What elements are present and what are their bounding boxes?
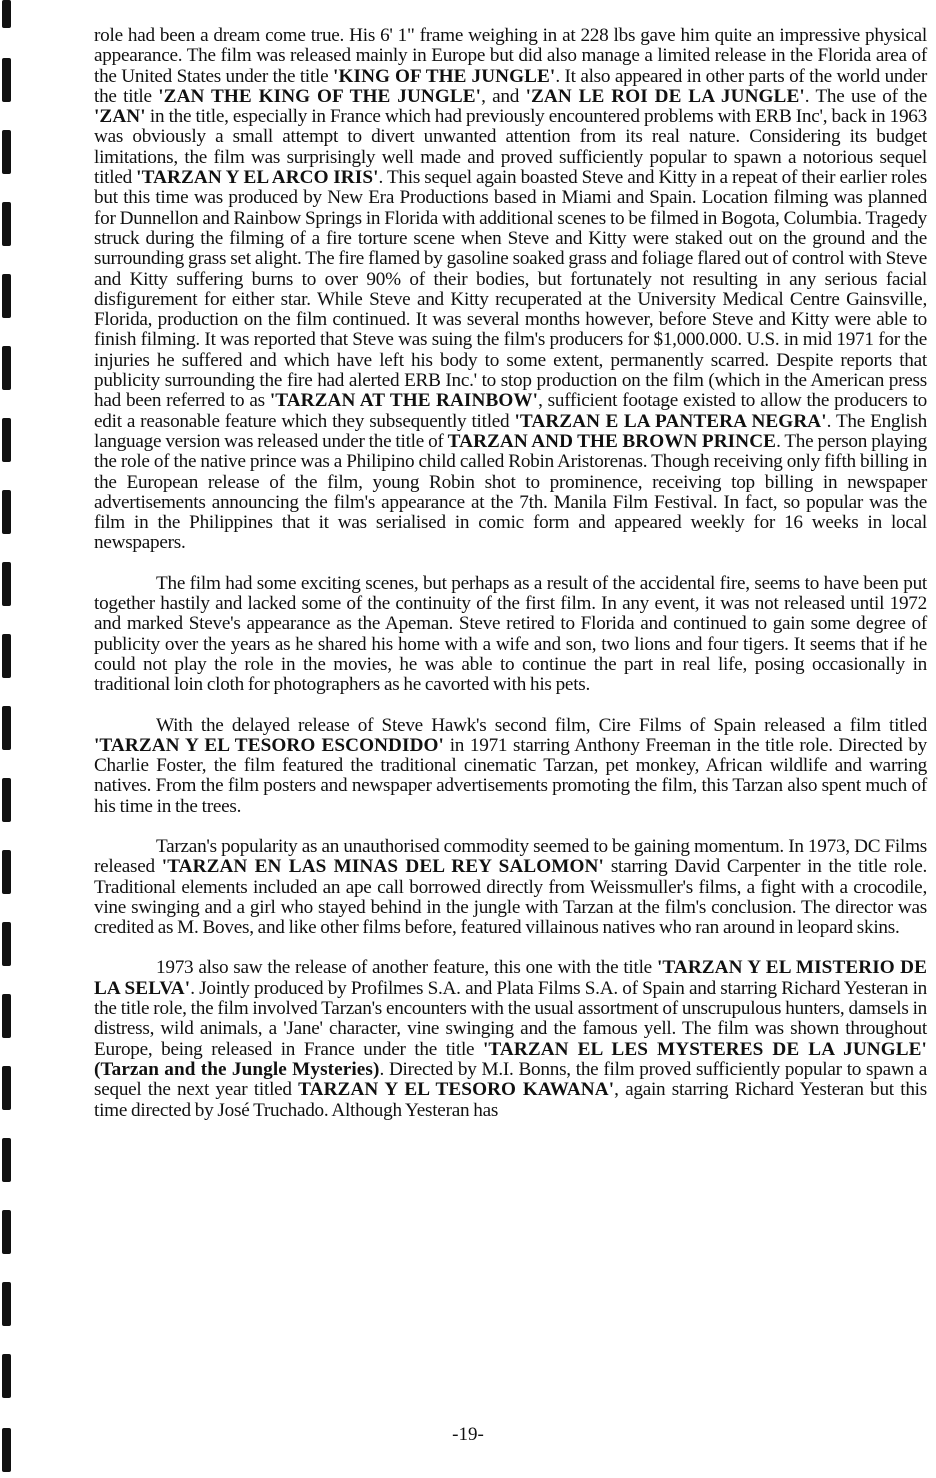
binding-holes: [0, 0, 22, 1478]
body-text: . Jointly produced by Profilmes S.A. and Plata Films S.A. of Spain and starring Richard Yesteran in the title role, the film involved Tarzan's encounters with the usual assortment of unscrupulous hunters, damsels in distress, wild animals, a 'Jane' character, vine swinging and the famous yell. The film was shown throughout Europe, being released in France under the title: [94, 977, 928, 1060]
binding-hole: [2, 922, 11, 966]
binding-hole: [2, 58, 11, 102]
paragraph: [94, 716, 927, 817]
binding-hole: [2, 274, 11, 318]
binding-hole: [2, 562, 11, 606]
body-text: in the title, especially in France which had previously encountered problems with ERB Inc', back in 1963 was obviously a small attempt to divert unwanted attention from its real nature. Considering its budget limitations, the film was surprisingly well made and proved sufficiently popular to spawn a notorious sequel titled: [94, 106, 927, 189]
body-text: With the delayed release of Steve Hawk's second film, Cire Films of Spain released a film titled: [156, 714, 927, 736]
body-text: role had been a dream come true. His 6' 1" frame weighing in at 228 lbs gave him quite an impressive physical appearance. The film was released mainly in Europe but did also manage a limited release in the Florida area of the United States under the title: [94, 25, 927, 87]
bold-title-text: 'KING OF THE JUNGLE': [333, 65, 556, 87]
page-body: [94, 26, 927, 1121]
binding-hole: [2, 130, 11, 174]
binding-hole: [2, 1138, 11, 1182]
bold-title-text: TARZAN AND THE BROWN PRINCE: [447, 430, 777, 452]
body-text: in 1971 starring Anthony Freeman in the title role. Directed by Charlie Foster, the film featured the traditional cinematic Tarzan, pet monkey, African wildlife and warring natives. From the film posters and newspaper advertisements promoting the film, this Tarzan also spent much of his time in the trees.: [94, 734, 928, 817]
body-text: Tarzan's popularity as an unauthorised commodity seemed to be gaining momentum. In 1973, DC Films released: [94, 835, 927, 878]
binding-hole: [2, 778, 11, 822]
bold-title-text: 'TARZAN EN LAS MINAS DEL REY SALOMON': [161, 856, 604, 878]
body-text: , again starring Richard Yesteran but this time directed by José Truchado. Although Yesteran has: [94, 1079, 927, 1121]
binding-hole: [2, 994, 11, 1038]
bold-title-text: 'ZAN': [94, 106, 146, 128]
binding-hole: [2, 1282, 11, 1326]
binding-hole: [2, 1354, 11, 1398]
binding-hole: [2, 0, 11, 28]
paragraph: [94, 958, 927, 1120]
body-text: starring David Carpenter in the title role. Traditional elements included an ape call borrowed directly from Weissmuller's films, a fight with a crocodile, vine swinging and a girl who stayed behind in the jungle with Tarzan at the film's conclusion. The director was credited as M. Boves, and like other films before, featured villainous natives who ran around in leopard skins.: [94, 856, 928, 939]
binding-hole: [2, 1210, 11, 1254]
bold-title-text: 'TARZAN AT THE RAINBOW': [269, 390, 539, 412]
bold-title-text: 'ZAN LE ROI DE LA JUNGLE': [525, 85, 805, 107]
binding-hole: [2, 634, 11, 678]
body-text: 1973 also saw the release of another feature, this one with the title: [156, 957, 657, 979]
bold-title-text: 'ZAN THE KING OF THE JUNGLE': [158, 85, 482, 107]
body-text: . The person playing the role of the native prince was a Philipino child called Robin Aristorenas. Though receiving only fifth billing in the European release of the film, young Robin shot to prominence, receiving top billing in newspaper advertisements announcing the film's appearance at the 7th. Manila Film Festival. In fact, so popular was the film in the Philippines that it was serialised in comic form and appeared weekly for 16 weeks in local newspapers.: [94, 430, 927, 554]
paragraph: [94, 26, 927, 554]
bold-title-text: 'TARZAN Y EL MISTERIO DE LA SELVA': [94, 957, 927, 999]
body-text: . The English language version was released under the title of: [94, 410, 927, 452]
binding-hole: [2, 346, 11, 390]
binding-hole: [2, 706, 11, 750]
body-text: . This sequel again boasted Steve and Kitty in a repeat of their earlier roles but this time was produced by New Era Productions based in Miami and Spain. Location filming was planned for Dunnellon and Rainbow Springs in Florida with additional scenes to be filmed in Bogota, Columbia. Tragedy struck during the filming of a fire torture scene when Steve and Kitty were staked out on the ground and the surrounding grass set alight. The fire flamed by gasoline soaked grass and foliage flared out of control with Steve and Kitty suffering burns to over 90% of their bodies, but fortunately not resulting in any serious facial disfigurement for either star. While Steve and Kitty recuperated at the University Medical Centre Gainsville, Florida, production on the film continued. It was several months however, before Steve and Kitty were able to finish filming. It was reported that Steve was suing the film's producers for $1,000.000. U.S. in mid 1971 for the injuries he suffered and which have left his body to some extent, permanently scarred. Despite reports that publicity surrounding the fire had alerted ERB Inc.' to stop production on the film (which in the American press had been referred to as: [94, 167, 927, 412]
bold-title-text: 'TARZAN Y EL ARCO IRIS': [136, 167, 379, 189]
paragraph: [94, 837, 927, 938]
body-text: . It also appeared in other parts of the world under the title: [94, 65, 928, 107]
binding-hole: [2, 490, 11, 534]
bold-title-text: 'TARZAN E LA PANTERA NEGRA': [514, 410, 827, 432]
binding-hole: [2, 850, 11, 894]
body-text: The film had some exciting scenes, but perhaps as a result of the accidental fire, seems to have been put together hastily and lacked some of the continuity of the first film. In any event, it was not released until 1972 and marked Steve's appearance as the Apeman. Steve retired to Florida and continued to gain some degree of publicity over the years as he shared his home with a wife and son, two lions and four tigers. It seems that if he could not play the role in the movies, he was able to continue the part in real life, posing occasionally in traditional loin cloth for photographers as he cavorted with his pets.: [94, 572, 927, 696]
bold-title-text: TARZAN Y EL TESORO KAWANA': [298, 1079, 615, 1101]
page-number: -19-: [452, 1424, 484, 1445]
binding-hole: [2, 202, 11, 246]
paragraph: [94, 574, 927, 696]
body-text: . The use of the: [804, 85, 927, 107]
bold-title-text: 'TARZAN EL LES MYSTERES DE LA JUNGLE' (Tarzan and the Jungle Mysteries): [94, 1038, 927, 1080]
body-text: , sufficient footage existed to allow the producers to edit a reasonable feature which they subsequently titled: [94, 390, 927, 432]
binding-hole: [2, 418, 11, 462]
body-text: , and: [481, 85, 526, 107]
body-text: . Directed by M.I. Bonns, the film proved sufficiently popular to spawn a sequel the next year titled: [94, 1058, 927, 1101]
binding-hole: [2, 1066, 11, 1110]
bold-title-text: 'TARZAN Y EL TESORO ESCONDIDO': [94, 734, 444, 756]
